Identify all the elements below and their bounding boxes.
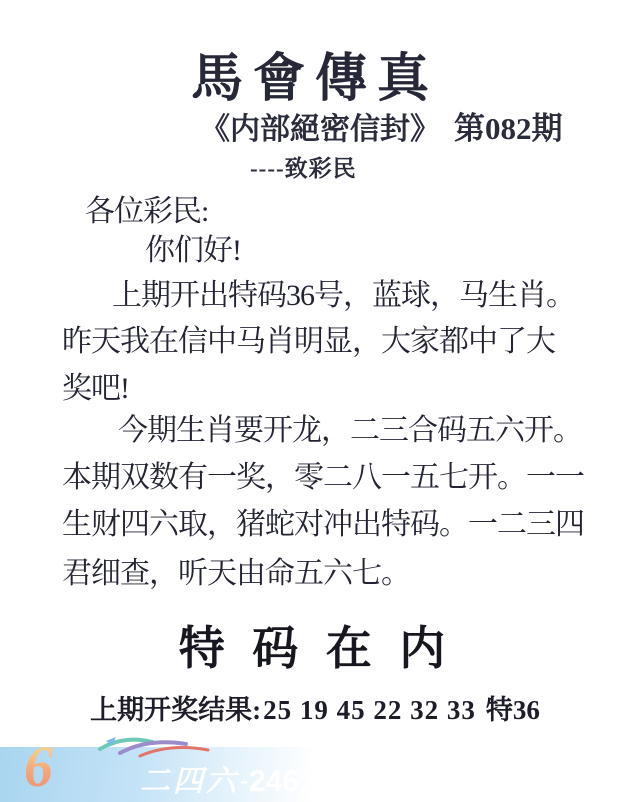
logo-domain: 246.gd: [249, 765, 345, 798]
letter-line: 今期生肖要开龙，二三合码五六开。: [118, 414, 582, 447]
logo-six-numeral: 6: [24, 734, 53, 799]
issue-number: 第082期: [454, 111, 563, 146]
letter-line: 生财四六取，猪蛇对冲出特码。一二三四: [62, 508, 584, 541]
headline-special-inside: 特 码 在 内: [178, 623, 452, 674]
footer-logo-bar: [0, 734, 345, 802]
logo-name-chinese: 二四六: [140, 765, 239, 798]
results-label: 上期开奖结果:: [90, 695, 262, 725]
dedication-line: ----致彩民: [250, 156, 357, 181]
letter-line: 你们好!: [145, 234, 241, 267]
logo-separator: -: [240, 768, 248, 794]
letter-line: 本期双数有一奖，零二八一五七开。一一: [62, 461, 584, 494]
letter-line: 上期开出特码36号，蓝球，马生肖。: [112, 279, 575, 312]
previous-results-line: [0, 688, 630, 727]
letter-line: 昨天我在信中马肖明显，大家都中了大: [62, 325, 555, 358]
subtitle-bracket-text: 《内部絕密信封》: [200, 113, 440, 146]
subtitle: [200, 103, 563, 148]
results-special-number: 特36: [485, 695, 540, 725]
letter-line: 君细查，听天由命五六七。: [62, 557, 410, 590]
letter-line: 奖吧!: [62, 372, 129, 405]
page-title: 馬會傳真: [190, 51, 439, 108]
logo-text: [140, 756, 344, 800]
letter-line: 各位彩民:: [85, 195, 209, 228]
results-numbers: 25 19 45 22 32 33: [263, 695, 476, 725]
